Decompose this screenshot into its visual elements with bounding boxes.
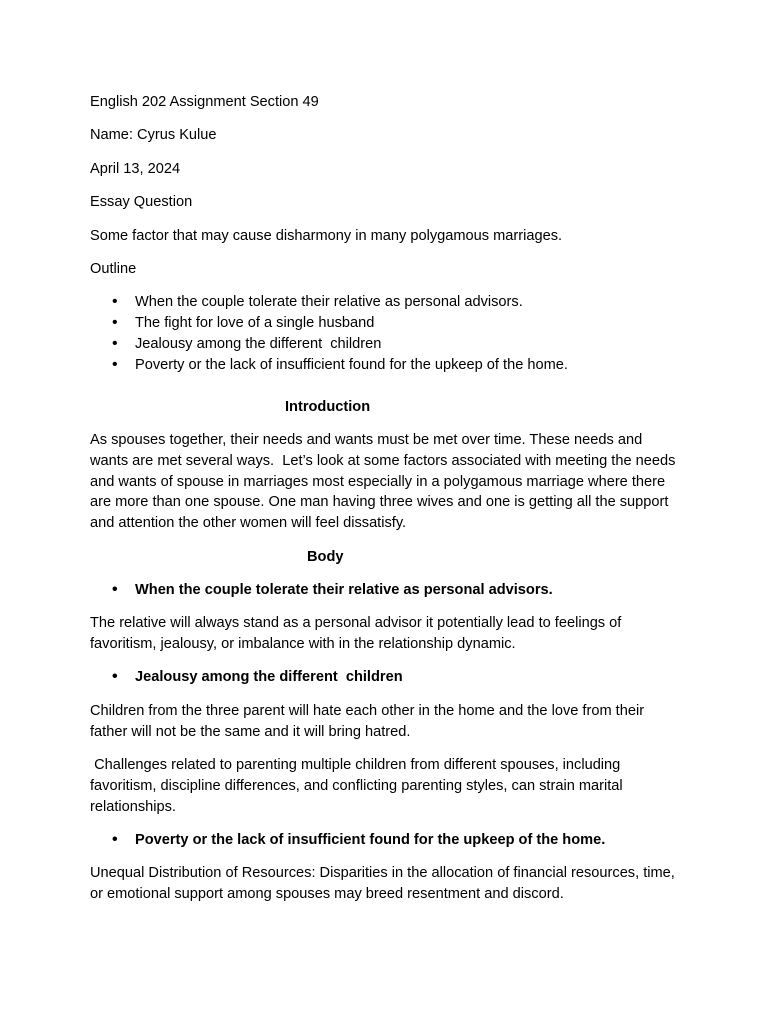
body-paragraph-advisors: The relative will always stand as a personal advisor it potentially lead to feelings of favoritism, jealousy, or imbalance with in the relationship dynamic. <box>90 615 626 653</box>
introduction-heading: Introduction <box>285 398 371 415</box>
document-content <box>90 92 680 918</box>
body-subheading-jealousy: • Jealousy among the different children <box>90 667 680 688</box>
body-paragraph-resources: Unequal Distribution of Resources: Disparities in the allocation of financial resources, time, or emotional support among spouses may breed resentment and discord. <box>90 865 679 903</box>
introduction-paragraph: As spouses together, their needs and wants must be met over time. These needs and wants are met several ways. Let’s look at some factors associated with meeting the needs and wants of spouse in marriages most especially in a polygamous marriage where there are more than one spouse. One man having three wives and one is getting all the support and attention the other women will feel dissatisfy. <box>90 431 680 532</box>
body-heading: Body <box>307 548 344 565</box>
outline-item: • Jealousy among the different children <box>90 334 680 355</box>
outline-list <box>90 292 680 375</box>
student-name: Name: Cyrus Kulue <box>90 127 217 144</box>
body-subheading-poverty: • Poverty or the lack of insufficient found for the upkeep of the home. <box>90 830 680 851</box>
date-line: April 13, 2024 <box>90 160 181 177</box>
outline-item: • When the couple tolerate their relative as personal advisors. <box>90 292 680 313</box>
outline-item: • The fight for love of a single husband <box>90 313 680 334</box>
body-paragraph-parenting: Challenges related to parenting multiple children from different spouses, including favoritism, discipline differences, and conflicting parenting styles, can strain marital relationships. <box>90 757 627 815</box>
outline-label: Outline <box>90 260 137 277</box>
course-line: English 202 Assignment Section 49 <box>90 94 319 110</box>
outline-item: • Poverty or the lack of insufficient found for the upkeep of the home. <box>90 355 680 376</box>
body-paragraph-jealousy: Children from the three parent will hate each other in the home and the love from their father will not be the same and it will bring hatred. <box>90 702 649 740</box>
essay-question-text: Some factor that may cause disharmony in many polygamous marriages. <box>90 227 563 244</box>
body-subheading-advisors: • When the couple tolerate their relative as personal advisors. <box>90 580 680 601</box>
essay-question-label: Essay Question <box>90 194 193 211</box>
